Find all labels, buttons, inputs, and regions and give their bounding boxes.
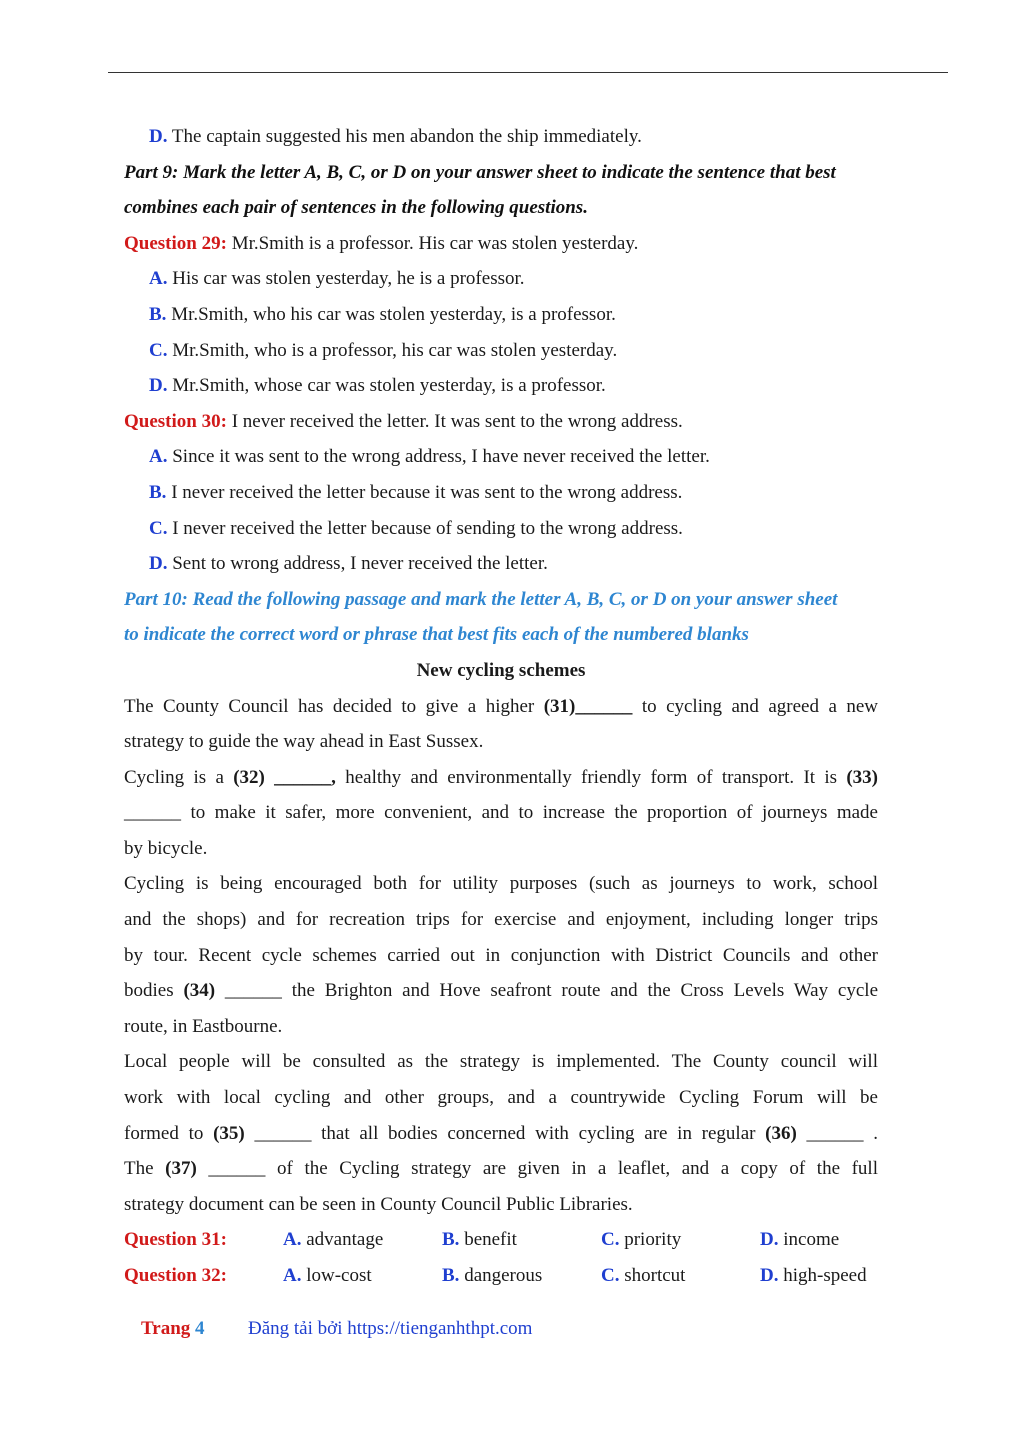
passage-title: New cycling schemes bbox=[416, 659, 586, 681]
option-text: Mr.Smith, who his car was stolen yesterday, is a professor. bbox=[171, 303, 616, 325]
q29-option-c bbox=[124, 333, 878, 369]
passage-line: The County Council has decided to give a higher (31)______ to cycling and agreed a new bbox=[124, 695, 878, 717]
option-text: Since it was sent to the wrong address, I have never received the letter. bbox=[172, 446, 710, 468]
option-letter: C. bbox=[149, 517, 168, 539]
option-text: Mr.Smith, who is a professor, his car was stolen yesterday. bbox=[172, 339, 618, 361]
option-letter: C. bbox=[149, 339, 168, 361]
passage-line: by bicycle. bbox=[124, 837, 208, 859]
question-label: Question 32: bbox=[124, 1265, 227, 1286]
q32-option-d: D. high-speed bbox=[760, 1265, 867, 1286]
question-label: Question 31: bbox=[124, 1229, 227, 1251]
option-letter: A. bbox=[149, 446, 168, 468]
option-letter: A. bbox=[149, 268, 168, 290]
question-label: Question 29: bbox=[124, 232, 227, 254]
passage-line: strategy document can be seen in County Council Public Libraries. bbox=[124, 1193, 633, 1215]
q29-option-a bbox=[124, 261, 878, 297]
passage-line: Local people will be consulted as the strategy is implemented. The County council will bbox=[124, 1051, 878, 1073]
page-content bbox=[124, 119, 878, 1294]
q30-option-d bbox=[124, 546, 878, 582]
q30-option-a bbox=[124, 439, 878, 475]
question-text: Mr.Smith is a professor. His car was stolen yesterday. bbox=[231, 232, 639, 254]
option-letter: D. bbox=[149, 375, 168, 397]
q32-option-c: C. shortcut bbox=[601, 1265, 686, 1286]
q30-option-c bbox=[124, 511, 878, 547]
q31-option-b: B. benefit bbox=[442, 1229, 517, 1251]
q29-option-b bbox=[124, 297, 878, 333]
option-letter: B. bbox=[149, 303, 167, 325]
passage-line: route, in Eastbourne. bbox=[124, 1015, 283, 1037]
part10-instruction-2: to indicate the correct word or phrase that best fits each of the numbered blanks bbox=[124, 624, 749, 646]
question-30 bbox=[124, 404, 878, 440]
upload-credit-link[interactable]: Đăng tải bởi https://tienganhthpt.com bbox=[248, 1318, 533, 1339]
option-text: I never received the letter because it was sent to the wrong address. bbox=[171, 481, 683, 503]
passage-line: bodies (34) ______ the Brighton and Hove seafront route and the Cross Levels Way cycle bbox=[124, 980, 879, 1002]
option-text: His car was stolen yesterday, he is a professor. bbox=[172, 268, 525, 290]
q30-option-b bbox=[124, 475, 878, 511]
option-letter: B. bbox=[149, 481, 167, 503]
option-text: Mr.Smith, whose car was stolen yesterday, is a professor. bbox=[172, 375, 606, 397]
passage-line: Cycling is a (32) ______, healthy and environmentally friendly form of transport. It is (33) bbox=[124, 766, 878, 788]
passage-line: strategy to guide the way ahead in East Sussex. bbox=[124, 731, 484, 753]
part9-instruction-1: Part 9: Mark the letter A, B, C, or D on your answer sheet to indicate the sentence that best bbox=[124, 161, 836, 183]
part9-instruction-2: combines each pair of sentences in the following questions. bbox=[124, 197, 588, 219]
question-32 bbox=[124, 1258, 878, 1294]
question-31 bbox=[124, 1222, 878, 1258]
part10-instruction-1: Part 10: Read the following passage and mark the letter A, B, C, or D on your answer sheet bbox=[124, 588, 838, 610]
q31-option-d: D. income bbox=[760, 1229, 840, 1251]
q29-option-d bbox=[124, 368, 878, 404]
option-letter: D. bbox=[149, 553, 168, 575]
q31-option-a: A. advantage bbox=[283, 1229, 384, 1251]
passage-line: ______ to make it safer, more convenient, and to increase the proportion of journeys made bbox=[124, 802, 878, 824]
passage-line: and the shops) and for recreation trips for exercise and enjoyment, including longer trips bbox=[124, 909, 878, 931]
q32-option-a: A. low-cost bbox=[283, 1265, 372, 1286]
option-text: The captain suggested his men abandon the ship immediately. bbox=[171, 126, 642, 147]
page-number: Trang 4 bbox=[141, 1318, 205, 1339]
q32-option-b: B. dangerous bbox=[442, 1265, 543, 1286]
option-letter: D. bbox=[149, 126, 168, 147]
passage-line: work with local cycling and other groups, and a countrywide Cycling Forum will be bbox=[124, 1087, 878, 1109]
question-label: Question 30: bbox=[124, 410, 227, 432]
passage-line: formed to (35) ______ that all bodies concerned with cycling are in regular (36) ______ . bbox=[124, 1122, 878, 1144]
q28-option-d bbox=[124, 119, 878, 155]
q31-option-c: C. priority bbox=[601, 1229, 682, 1251]
question-29 bbox=[124, 226, 878, 262]
option-text: I never received the letter because of sending to the wrong address. bbox=[172, 517, 683, 539]
passage-line: Cycling is being encouraged both for utility purposes (such as journeys to work, school bbox=[124, 873, 878, 895]
passage-line: The (37) ______ of the Cycling strategy are given in a leaflet, and a copy of the full bbox=[124, 1158, 878, 1180]
passage-line: by tour. Recent cycle schemes carried out in conjunction with District Councils and other bbox=[124, 944, 878, 966]
header-rule bbox=[108, 72, 948, 73]
question-text: I never received the letter. It was sent to the wrong address. bbox=[231, 410, 683, 432]
option-text: Sent to wrong address, I never received the letter. bbox=[172, 553, 548, 575]
